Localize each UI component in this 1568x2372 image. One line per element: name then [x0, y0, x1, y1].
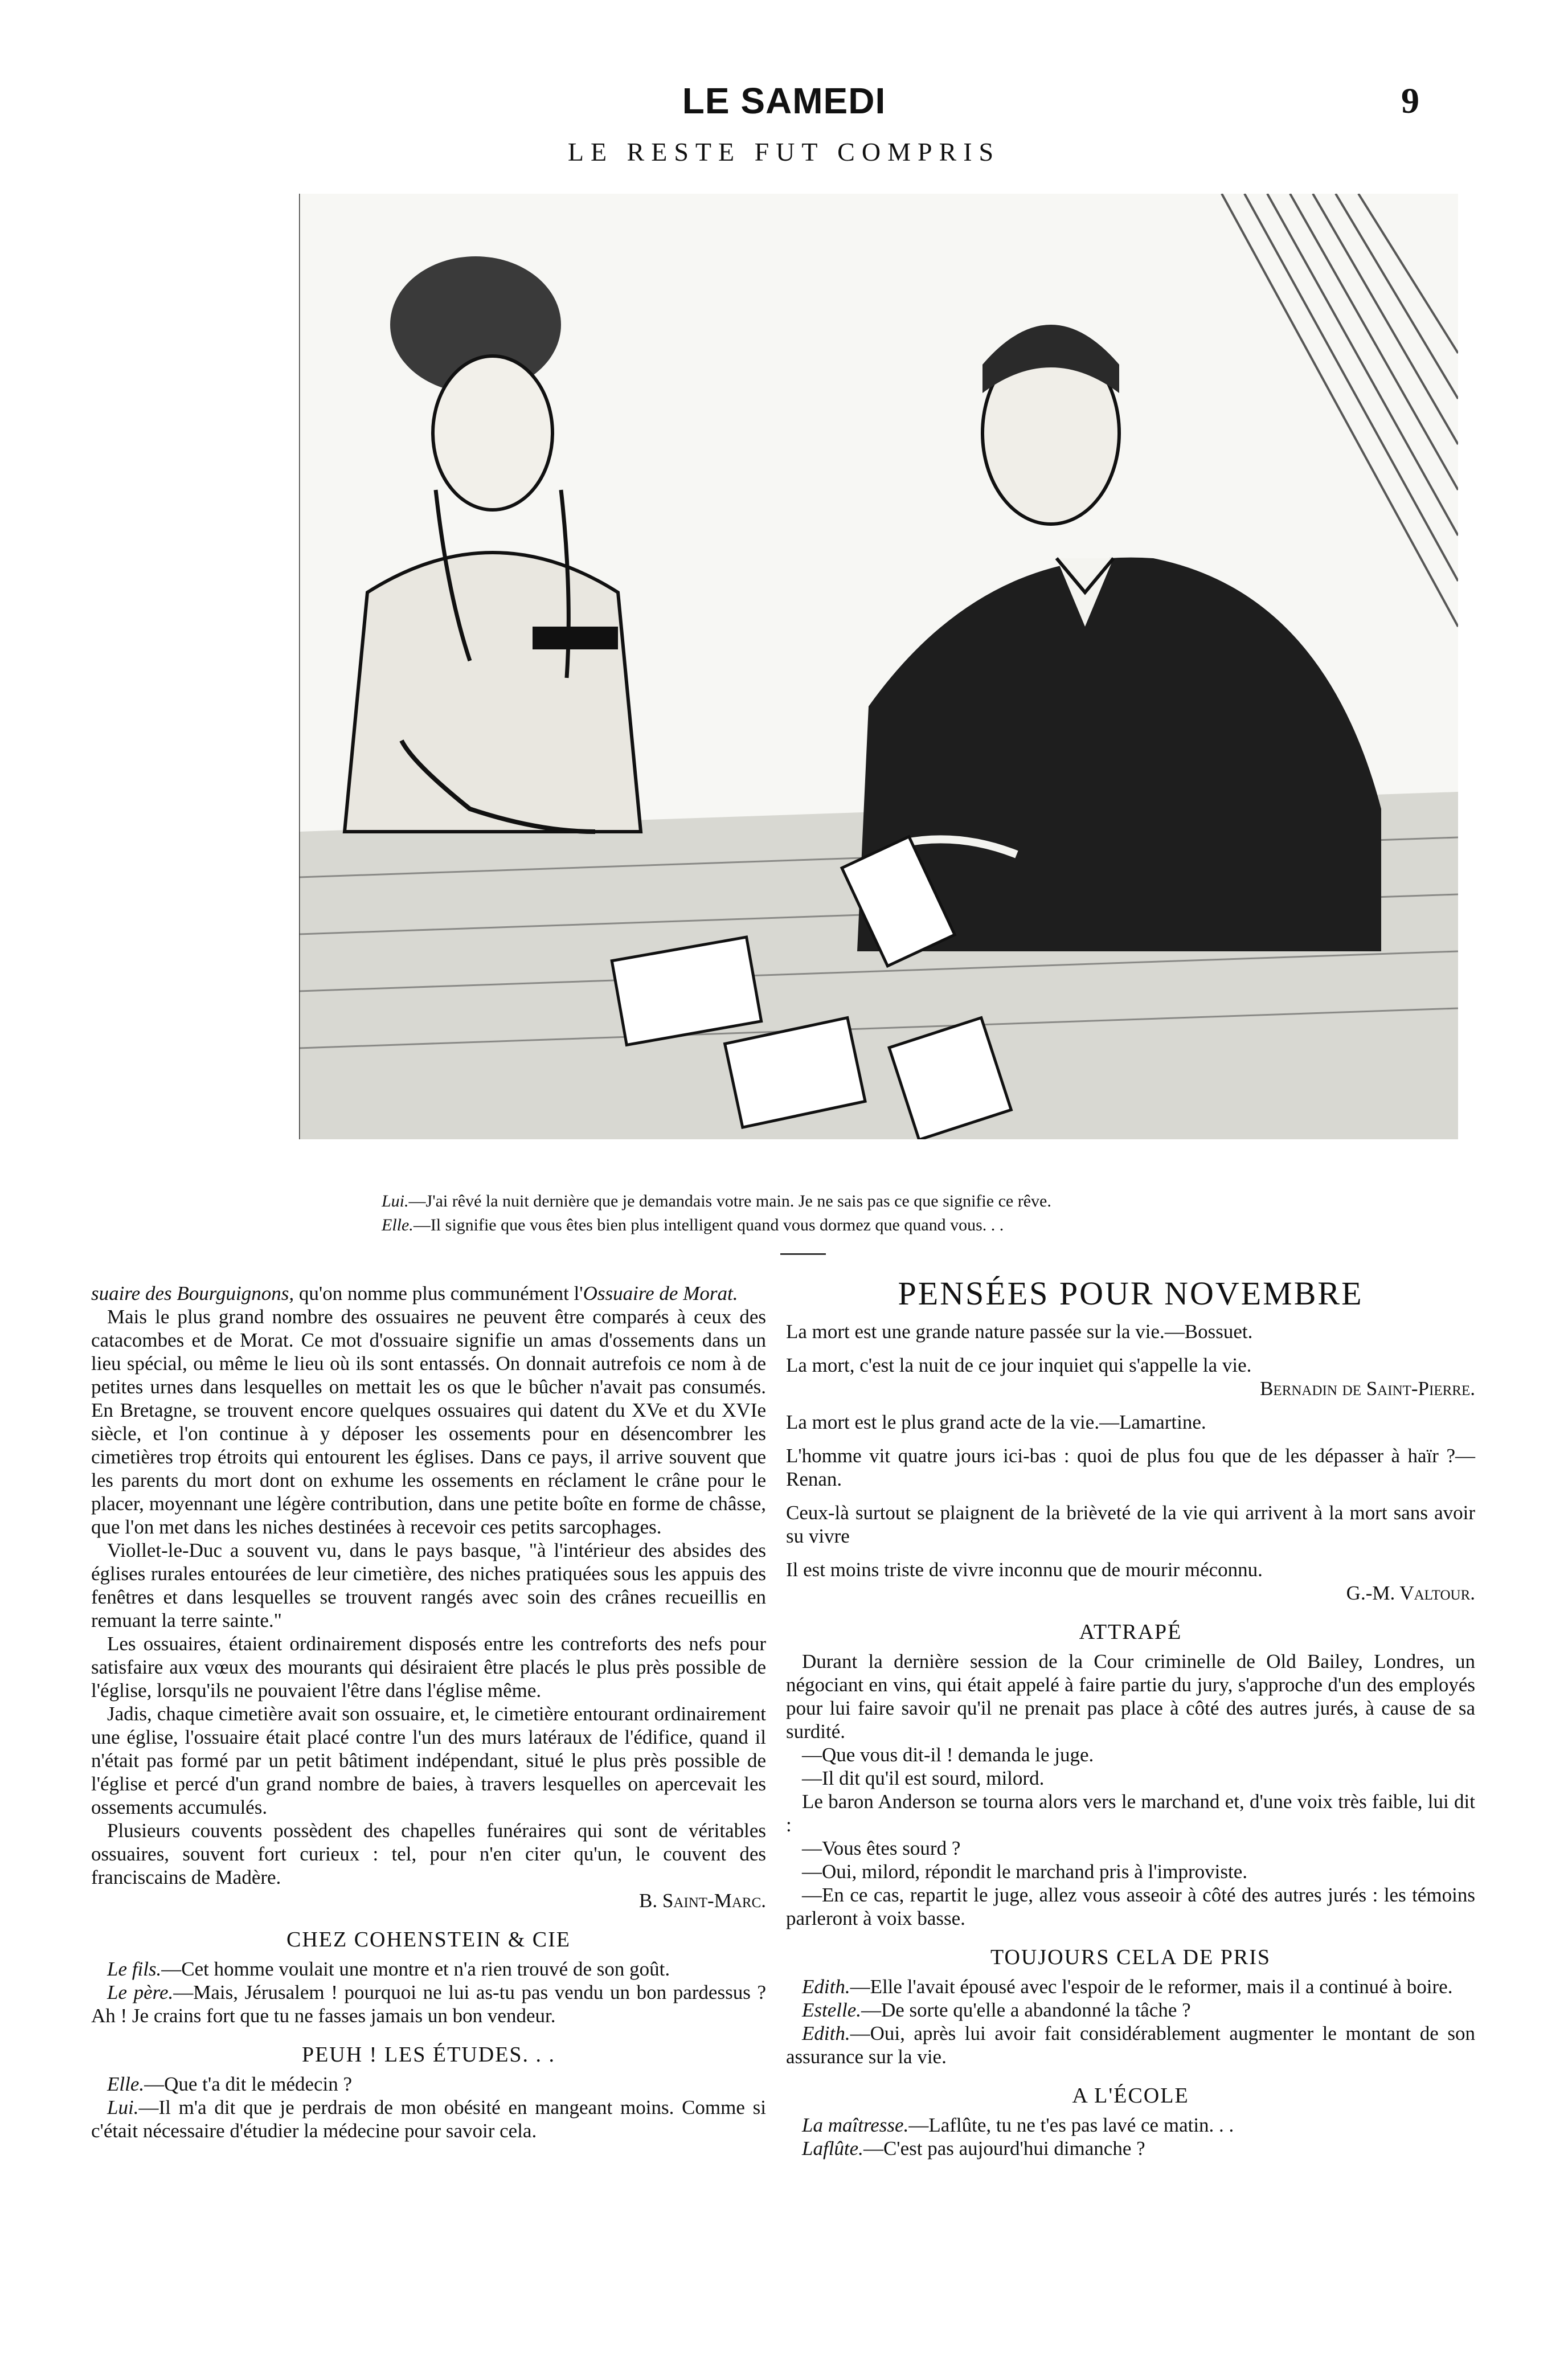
quote-attribution: Bernadin de Saint-Pierre.: [1260, 1377, 1475, 1400]
speaker: Edith.: [802, 1976, 850, 1998]
speaker: Le père.: [107, 1981, 174, 2003]
masthead: LE SAMEDI: [682, 80, 886, 121]
quote: La mort, c'est la nuit de ce jour inquiet qui s'appelle la vie.: [786, 1354, 1252, 1376]
text: qu'on nomme plus communément l': [294, 1282, 583, 1304]
dialogue-line: [786, 2022, 1475, 2068]
dialogue-line: [786, 2113, 1475, 2137]
speaker: Lui.: [107, 2096, 139, 2119]
illustration-title: LE RESTE FUT COMPRIS: [567, 137, 1001, 166]
italic-text: suaire des Bourguignons,: [91, 1282, 294, 1304]
signature: B. Saint-Marc.: [639, 1890, 766, 1912]
dialogue-line: [91, 1981, 766, 2027]
engraving-drawing: [299, 194, 1458, 1139]
text: —Cet homme voulait une montre et n'a rien trouvé de son goût.: [161, 1958, 670, 1980]
speaker: Elle.: [107, 2073, 145, 2095]
engraving-illustration: [299, 194, 1458, 1139]
section-heading: A L'ÉCOLE: [1072, 2084, 1189, 2108]
paragraph: Viollet-le-Duc a souvent vu, dans le pays basque, "à l'intérieur des absides des églises rurales entourées de leur cimetière, des niches pratiquées sous les appuis des fenêtres et dans lesquelles se trouvent rangés avec soin des crânes recueillis en remuant la terre sainte.": [91, 1539, 766, 1631]
dialogue-line: [786, 1998, 1475, 2022]
speaker: La maîtresse.: [802, 2114, 909, 2136]
dialogue-line: [91, 1957, 766, 1981]
dialogue-line: [91, 2072, 766, 2096]
text: —Mais, Jérusalem ! pourquoi ne lui as-tu pas vendu un bon pardessus ? Ah ! Je crains fort que tu ne fasses jamais un bon vendeur.: [91, 1981, 766, 2027]
text: —Laflûte, tu ne t'es pas lavé ce matin. . .: [908, 2114, 1234, 2136]
paragraph: Plusieurs couvents possèdent des chapelles funéraires qui sont de véritables ossuaires, souvent fort curieux : tel, pour n'en citer qu'un, le couvent des franciscains de Madère.: [91, 1819, 766, 1888]
quote: L'homme vit quatre jours ici-bas : quoi de plus fou que de les dépasser à haïr ?—Renan.: [786, 1445, 1475, 1490]
section-heading: ATTRAPÉ: [1079, 1620, 1182, 1644]
paragraph: —Oui, milord, répondit le marchand pris à l'improviste.: [802, 1860, 1247, 1883]
right-column: [786, 1275, 1475, 2160]
page-number: 9: [1401, 80, 1419, 121]
speaker: Le fils.: [107, 1958, 162, 1980]
speaker: Estelle.: [802, 1999, 861, 2021]
paragraph: —Il dit qu'il est sourd, milord.: [802, 1767, 1045, 1789]
caption-text: —J'ai rêvé la nuit dernière que je demandais votre main. Je ne sais pas ce que signifie ce rêve.: [408, 1192, 1051, 1210]
paragraph: Mais le plus grand nombre des ossuaires ne peuvent être comparés à ceux des catacombes et de Morat. Ce mot d'ossuaire signifie un amas d'ossements dans un lieu spécial, ou même le lieu où ils sont entassés. On donnait autrefois ce nom à de petites urnes dans lesquelles on mettait les os que le bûcher n'avait pas consumés. En Bretagne, se trouvent encore quelques ossuaires qui datent du XVe et du XVIe siècle, et l'on continue à y déposer les ossements pour en désencombrer les cimetières trop étroits qui entourent les églises. Dans ce pays, il arrive souvent que les parents du mort dont on exhume les ossements en réclament le crâne pour le placer, moyennant une légère contribution, dans une petite boîte en forme de châsse, que l'on met dans les niches destinées à recevoir ces petits sarcophages.: [91, 1306, 766, 1538]
section-heading: PEUH ! LES ÉTUDES. . .: [301, 2043, 556, 2067]
caption-line-1: [382, 1189, 1350, 1213]
quote-attribution: G.-M. Valtour.: [1346, 1582, 1475, 1604]
paragraph: Durant la dernière session de la Cour criminelle de Old Bailey, Londres, un négociant en vins, qui était appelé à faire partie du jury, s'approche d'un des employés pour lui faire savoir qu'il ne prenait pas place à côté des autres jurés, à cause de sa surdité.: [786, 1650, 1475, 1743]
paragraph: [91, 1282, 766, 1305]
section-heading: CHEZ COHENSTEIN & CIE: [286, 1928, 571, 1952]
quote: Ceux-là surtout se plaignent de la brièveté de la vie qui arrivent à la mort sans avoir su vivre: [786, 1502, 1475, 1547]
caption-line-2: [382, 1213, 1350, 1237]
left-column: [91, 1282, 766, 2142]
quote: La mort est une grande nature passée sur la vie.—Bossuet.: [786, 1320, 1253, 1343]
paragraph: —En ce cas, repartit le juge, allez vous asseoir à côté des autres jurés : les témoins parleront à voix basse.: [786, 1884, 1475, 1929]
text: —Il m'a dit que je perdrais de mon obésité en mangeant moins. Comme si c'était nécessaire d'étudier la médecine pour savoir cela.: [91, 2096, 766, 2142]
dialogue-line: [786, 2137, 1475, 2160]
text: —Oui, après lui avoir fait considérablement augmenter le montant de son assurance sur la vie.: [786, 2022, 1475, 2068]
caption-text: —Il signifie que vous êtes bien plus intelligent quand vous dormez que quand vous. . .: [413, 1216, 1004, 1234]
paragraph: Les ossuaires, étaient ordinairement disposés entre les contreforts des nefs pour satisfaire aux vœux des mourants qui désiraient être placés le plus près possible de l'église, lorsqu'ils ne pouvaient l'être dans l'église même.: [91, 1633, 766, 1702]
quote: La mort est le plus grand acte de la vie.—Lamartine.: [786, 1411, 1206, 1433]
text: —De sorte qu'elle a abandonné la tâche ?: [861, 1999, 1191, 2021]
quote: Il est moins triste de vivre inconnu que de mourir méconnu.: [786, 1559, 1263, 1581]
text: —Elle l'avait épousé avec l'espoir de le reformer, mais il a continué à boire.: [850, 1976, 1453, 1998]
section-heading: TOUJOURS CELA DE PRIS: [990, 1945, 1271, 1969]
caption-speaker: Elle.: [382, 1216, 414, 1234]
paragraph: Le baron Anderson se tourna alors vers le marchand et, d'une voix très faible, lui dit :: [786, 1790, 1475, 1836]
paragraph: —Que vous dit-il ! demanda le juge.: [802, 1744, 1094, 1766]
dialogue-line: [786, 1975, 1475, 1998]
italic-text: Ossuaire de Morat.: [583, 1282, 738, 1304]
section-heading: PENSÉES POUR NOVEMBRE: [898, 1275, 1364, 1312]
paragraph: —Vous êtes sourd ?: [802, 1837, 961, 1859]
speaker: Laflûte.: [802, 2137, 863, 2160]
column-rule: [780, 1253, 826, 1255]
speaker: Edith.: [802, 2022, 850, 2044]
caption-speaker: Lui.: [382, 1192, 409, 1210]
text: —C'est pas aujourd'hui dimanche ?: [863, 2137, 1145, 2160]
dialogue-line: [91, 2096, 766, 2142]
illustration-caption: [382, 1189, 1350, 1237]
paragraph: Jadis, chaque cimetière avait son ossuaire, et, le cimetière entourant ordinairement une église, l'ossuaire était placé contre l'un des murs latéraux de l'édifice, quand il n'était pas formé par un petit bâtiment indépendant, situé le plus près possible de l'église et percé d'un grand nombre de baies, à travers lesquelles on apercevait les ossements accumulés.: [91, 1703, 766, 1818]
text: —Que t'a dit le médecin ?: [144, 2073, 353, 2095]
